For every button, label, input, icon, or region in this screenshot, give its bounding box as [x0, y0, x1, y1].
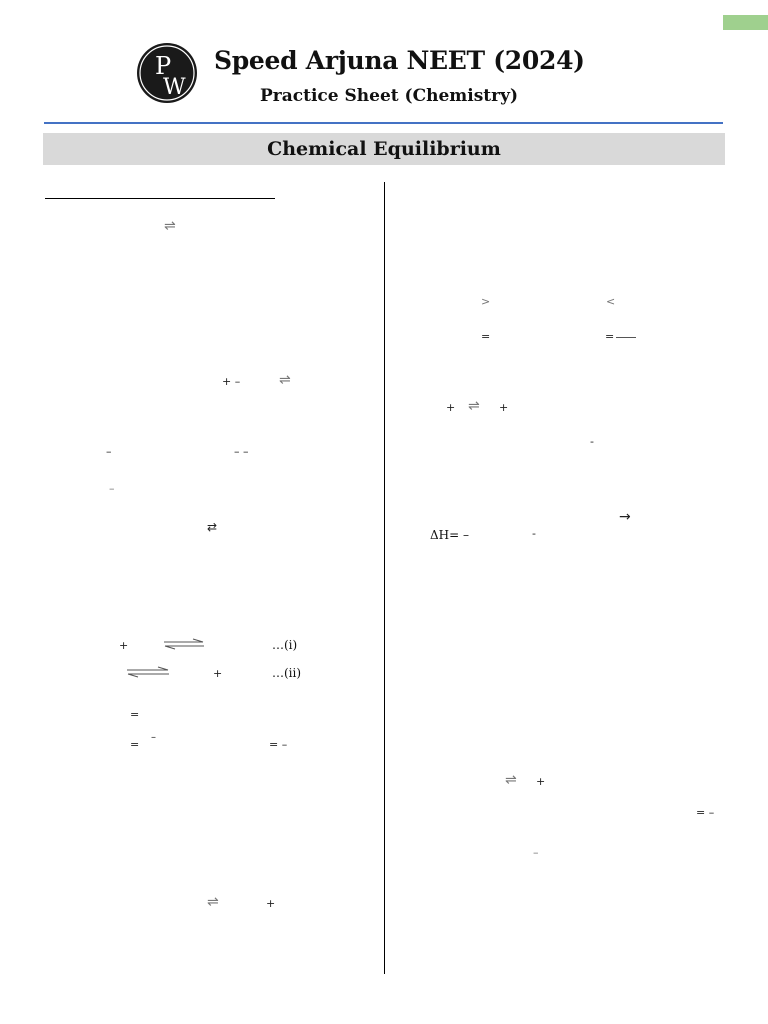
reaction-arrow: →	[619, 509, 631, 525]
svg-text:P: P	[155, 52, 172, 80]
page-title: Speed Arjuna NEET (2024)	[214, 46, 585, 75]
reaction-label-i: …(i)	[272, 638, 298, 652]
equilibrium-arrow: ⇄	[207, 520, 218, 534]
equals-sign: =	[130, 738, 140, 751]
equilibrium-arrow: ⇌	[505, 772, 517, 788]
minus-sign: –	[106, 445, 112, 458]
page-subtitle: Practice Sheet (Chemistry)	[260, 86, 519, 106]
equals-minus: = –	[269, 738, 288, 751]
plus-sign: +	[446, 401, 456, 414]
column-divider	[384, 182, 385, 974]
minus-sign: –	[109, 482, 115, 495]
plus-sign: +	[499, 401, 509, 414]
topic-banner	[43, 133, 725, 165]
hyphen: -	[532, 527, 536, 540]
less-than-sign: <	[606, 295, 616, 308]
corner-tab	[723, 15, 768, 30]
equilibrium-arrow: ⇌	[468, 398, 480, 414]
plus-sign: +	[266, 897, 276, 910]
svg-text:W: W	[163, 75, 186, 100]
equals-minus: = –	[696, 806, 715, 819]
plus-sign: +	[119, 639, 129, 652]
delta-h-label: ΔH= –	[430, 528, 469, 542]
plus-sign: +	[536, 775, 546, 788]
topic-title: Chemical Equilibrium	[267, 138, 501, 160]
minus-sign: –	[533, 846, 539, 859]
fraction-bar	[616, 337, 636, 338]
plus-minus-sign: + –	[222, 375, 241, 388]
equilibrium-arrow: ⇌	[207, 894, 219, 910]
reaction-label-ii: …(ii)	[272, 666, 302, 680]
plus-sign: +	[213, 667, 223, 680]
minus-pair: – –	[234, 445, 249, 458]
long-equilibrium-arrow	[163, 638, 205, 650]
equilibrium-arrow: ⇌	[279, 372, 291, 388]
section-underline	[45, 198, 275, 199]
superscript-minus: –	[151, 732, 156, 743]
equals-sign: =	[481, 330, 491, 343]
header-rule	[44, 122, 723, 124]
greater-than-sign: >	[481, 295, 491, 308]
equals-sign: =	[130, 708, 140, 721]
pw-logo	[136, 41, 198, 105]
long-equilibrium-arrow	[126, 666, 170, 678]
hyphen: -	[590, 435, 594, 448]
equilibrium-arrow: ⇌	[164, 218, 176, 234]
equals-sign: =	[605, 330, 615, 343]
